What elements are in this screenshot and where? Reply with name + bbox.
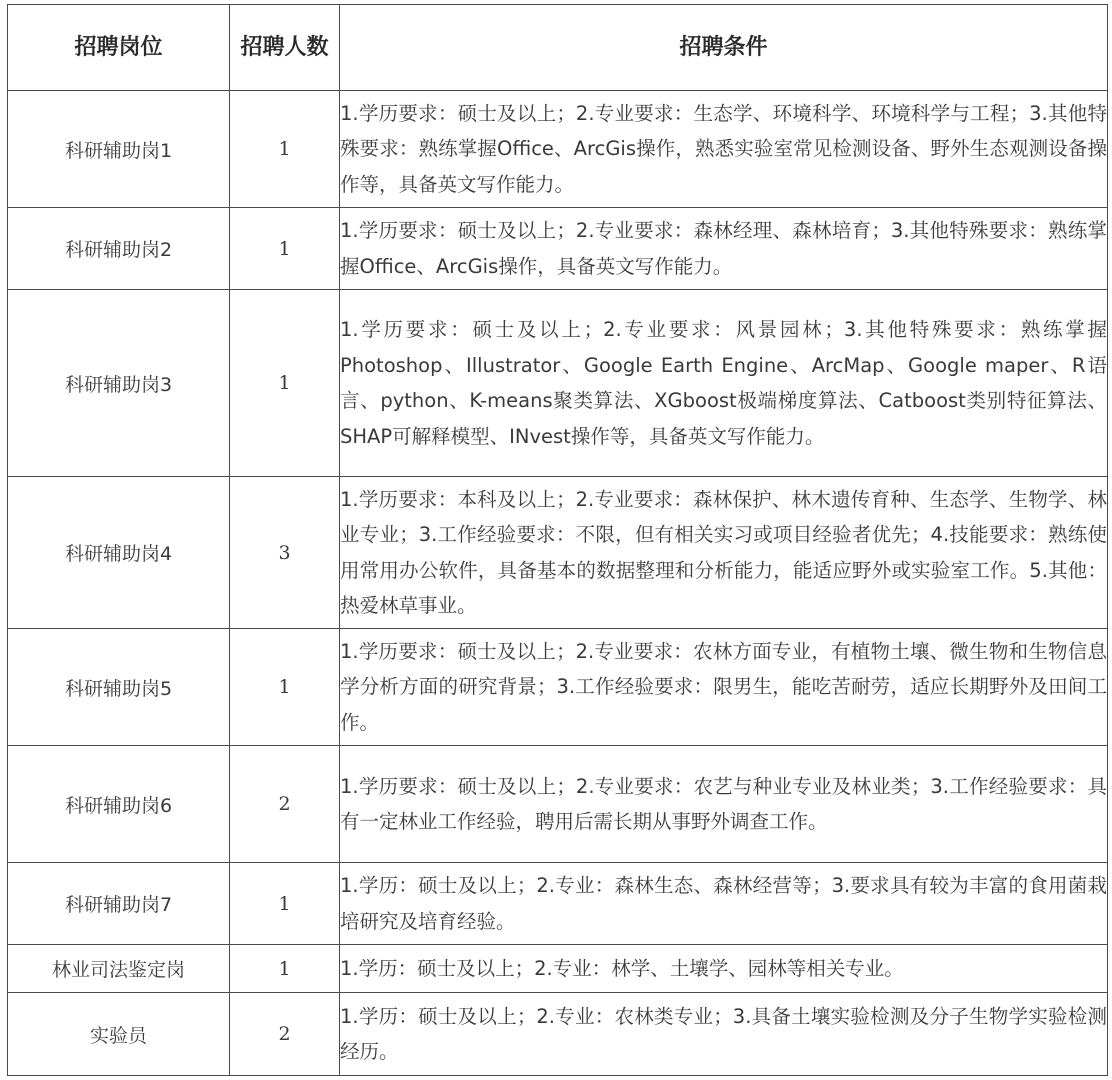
requirements-cell: 1.学历要求：硕士及以上；2.专业要求：森林经理、森林培育；3.其他特殊要求：熟练掌握Office、ArcGis操作，具备英文写作能力。 (340, 208, 1108, 290)
count-cell: 1 (230, 863, 340, 945)
position-cell: 科研辅助岗2 (8, 208, 230, 290)
table-row (8, 91, 1108, 208)
requirements-cell: 1.学历要求：硕士及以上；2.专业要求：风景园林；3.其他特殊要求：熟练掌握Photoshop、Illustrator、Google Earth Engine、ArcMap、Google maper、R语言、python、K-means聚类算法、XGboost极端梯度算法、Catboost类别特征算法、SHAP可解释模型、INvest操作等，具备英文写作能力。 (340, 290, 1108, 477)
table-row (8, 208, 1108, 290)
requirements-cell: 1.学历：硕士及以上；2.专业：森林生态、森林经营等；3.要求具有较为丰富的食用菌栽培研究及培育经验。 (340, 863, 1108, 945)
table-row (8, 477, 1108, 629)
position-cell: 实验员 (8, 993, 230, 1076)
recruitment-table (7, 4, 1108, 1076)
header-requirements: 招聘条件 (340, 5, 1108, 91)
requirements-cell: 1.学历：硕士及以上；2.专业：林学、土壤学、园林等相关专业。 (340, 945, 1108, 993)
count-cell: 1 (230, 945, 340, 993)
position-cell: 科研辅助岗3 (8, 290, 230, 477)
position-cell: 科研辅助岗6 (8, 746, 230, 863)
requirements-cell: 1.学历要求：本科及以上；2.专业要求：森林保护、林木遗传育种、生态学、生物学、林业专业；3.工作经验要求：不限，但有相关实习或项目经验者优先；4.技能要求：熟练使用常用办公软件，具备基本的数据整理和分析能力，能适应野外或实验室工作。5.其他：热爱林草事业。 (340, 477, 1108, 629)
table-row (8, 945, 1108, 993)
requirements-cell: 1.学历要求：硕士及以上；2.专业要求：农艺与种业专业及林业类；3.工作经验要求：具有一定林业工作经验，聘用后需长期从事野外调查工作。 (340, 746, 1108, 863)
position-cell: 科研辅助岗1 (8, 91, 230, 208)
header-count (230, 5, 340, 91)
requirements-cell: 1.学历要求：硕士及以上；2.专业要求：农林方面专业，有植物土壤、微生物和生物信息学分析方面的研究背景；3.工作经验要求：限男生，能吃苦耐劳，适应长期野外及田间工作。 (340, 629, 1108, 746)
count-cell: 3 (230, 477, 340, 629)
count-cell: 2 (230, 746, 340, 863)
count-cell: 1 (230, 629, 340, 746)
position-cell: 林业司法鉴定岗 (8, 945, 230, 993)
count-cell: 2 (230, 993, 340, 1076)
table-row (8, 863, 1108, 945)
count-cell: 1 (230, 91, 340, 208)
count-cell: 1 (230, 208, 340, 290)
position-cell: 科研辅助岗7 (8, 863, 230, 945)
requirements-cell: 1.学历：硕士及以上；2.专业：农林类专业；3.具备土壤实验检测及分子生物学实验检测经历。 (340, 993, 1108, 1076)
position-cell: 科研辅助岗4 (8, 477, 230, 629)
table-row (8, 290, 1108, 477)
table-row (8, 629, 1108, 746)
header-position: 招聘岗位 (8, 5, 230, 91)
table-row (8, 993, 1108, 1076)
position-cell: 科研辅助岗5 (8, 629, 230, 746)
header-row (8, 5, 1108, 91)
count-cell: 1 (230, 290, 340, 477)
table-row (8, 746, 1108, 863)
header-count-text: 招聘人数 (240, 34, 329, 60)
requirements-cell: 1.学历要求：硕士及以上；2.专业要求：生态学、环境科学、环境科学与工程；3.其他特殊要求：熟练掌握Office、ArcGis操作，熟悉实验室常见检测设备、野外生态观测设备操作等，具备英文写作能力。 (340, 91, 1108, 208)
